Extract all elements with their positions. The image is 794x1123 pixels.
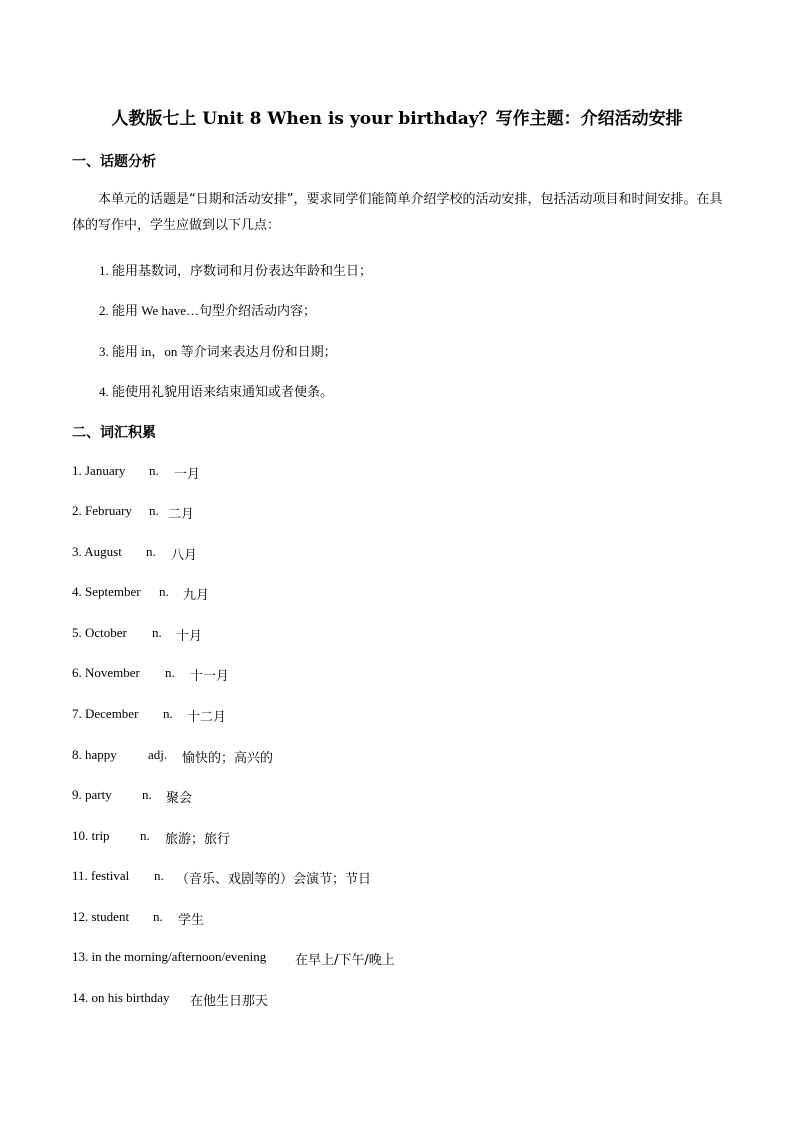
vocab-word: 4. September <box>72 584 141 599</box>
vocab-meaning: 十一月 <box>190 669 230 684</box>
vocab-meaning: 一月 <box>174 467 201 482</box>
section-heading-vocabulary: 二、词汇积累 <box>72 425 156 441</box>
document-title: 人教版七上 Unit 8 When is your birthday？写作主题：介绍活动安排 <box>111 109 683 129</box>
vocab-pos: adj. <box>148 747 168 762</box>
vocab-pos: n. <box>149 503 159 518</box>
topic-paragraph <box>72 187 724 239</box>
vocab-meaning: 八月 <box>171 548 198 563</box>
list-item: 4. 能使用礼貌用语来结束通知或者便条。 <box>99 384 334 399</box>
vocab-word: 1. January <box>72 463 126 478</box>
vocab-meaning: 在他生日那天 <box>190 994 269 1009</box>
vocab-word: 6. November <box>72 665 140 680</box>
list-item: 3. 能用 in，on 等介词来表达月份和日期； <box>99 344 337 359</box>
vocab-meaning: 愉快的；高兴的 <box>182 751 274 766</box>
vocab-word: 7. December <box>72 706 139 721</box>
vocab-word: 3. August <box>72 544 122 559</box>
vocab-pos: n. <box>153 909 163 924</box>
vocab-word: 10. trip <box>72 828 110 843</box>
vocab-word: 11. festival <box>72 868 130 883</box>
vocab-word: 5. October <box>72 625 127 640</box>
vocab-pos: n. <box>165 665 175 680</box>
vocab-meaning: 二月 <box>168 507 195 522</box>
vocab-meaning: 十月 <box>176 629 203 644</box>
vocab-meaning: 九月 <box>183 588 210 603</box>
vocab-word: 2. February <box>72 503 132 518</box>
vocab-meaning: 在早上/下午/晚上 <box>295 953 395 968</box>
vocab-word: 14. on his birthday <box>72 990 170 1005</box>
vocab-pos: n. <box>140 828 150 843</box>
vocab-pos: n. <box>142 787 152 802</box>
vocab-meaning: 十二月 <box>187 710 227 725</box>
topic-paragraph-text: 本单元的话题是“日期和活动安排”，要求同学们能简单介绍学校的活动安排，包括活动项目和时间安排。在具体的写作中，学生应做到以下几点： <box>72 192 723 233</box>
vocab-word: 13. in the morning/afternoon/evening <box>72 949 267 964</box>
vocab-pos: n. <box>152 625 162 640</box>
vocab-pos: n. <box>149 463 159 478</box>
vocab-meaning: （音乐、戏剧等的）会演节；节日 <box>176 872 372 887</box>
list-item: 1. 能用基数词，序数词和月份表达年龄和生日； <box>99 263 373 278</box>
section-heading-topic-analysis: 一、话题分析 <box>72 154 156 170</box>
vocab-meaning: 旅游；旅行 <box>165 832 231 847</box>
vocab-word: 12. student <box>72 909 130 924</box>
vocab-meaning: 聚会 <box>166 791 193 806</box>
vocab-pos: n. <box>154 868 164 883</box>
vocab-pos: n. <box>146 544 156 559</box>
vocab-meaning: 学生 <box>178 913 205 928</box>
vocab-pos: n. <box>159 584 169 599</box>
list-item: 2. 能用 We have…句型介绍活动内容； <box>99 303 317 318</box>
vocab-pos: n. <box>163 706 173 721</box>
vocab-word: 9. party <box>72 787 112 802</box>
vocab-word: 8. happy <box>72 747 117 762</box>
